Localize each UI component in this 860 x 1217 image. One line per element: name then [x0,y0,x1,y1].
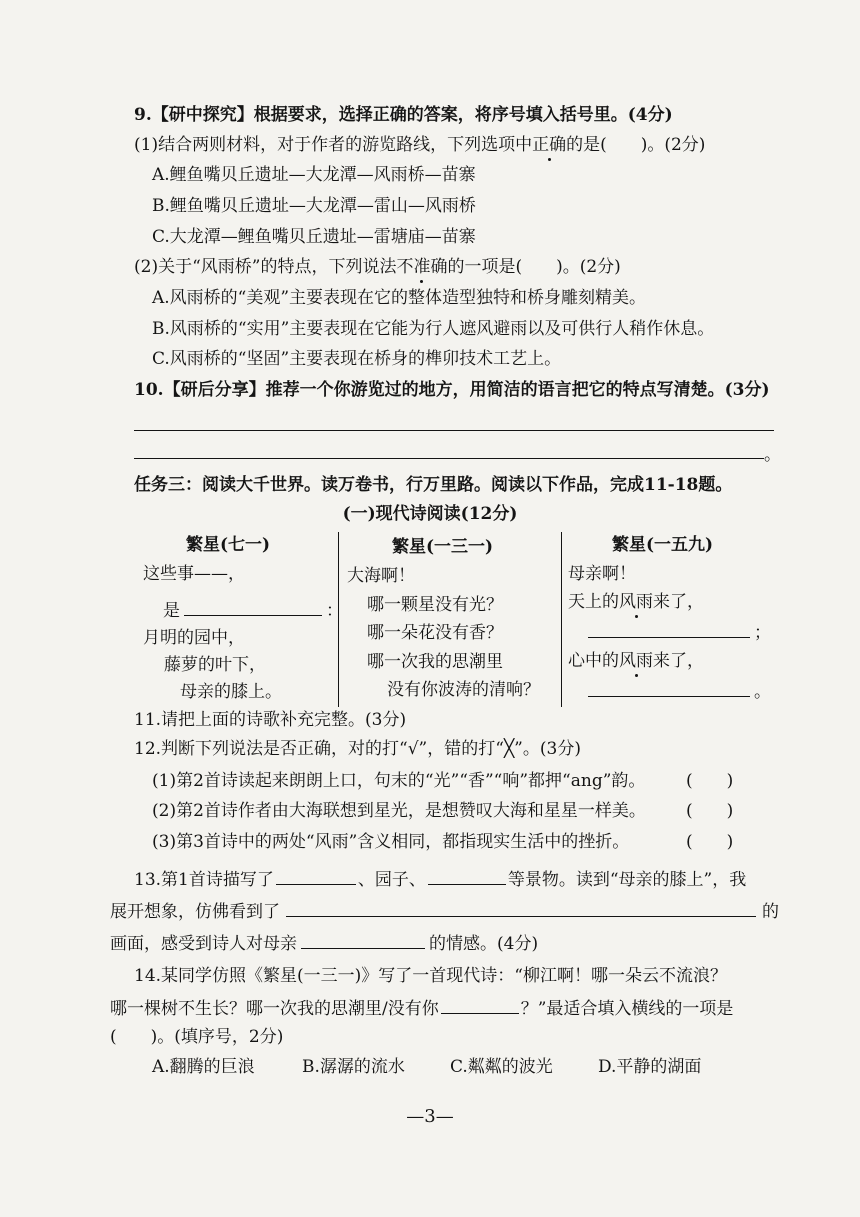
q12-title: 12.判断下列说法是否正确，对的打“√”，错的打“╳”。(3分) [134,739,581,759]
q10-title: 10.【研后分享】推荐一个你游览过的地方，用简洁的语言把它的特点写清楚。(3分) [134,380,770,400]
task3-title: 任务三：阅读大千世界。读万卷书，行万里路。阅读以下作品，完成11-18题。 [134,475,733,495]
poem3-blank-2[interactable] [588,679,750,697]
q14-line-2-a: 哪一棵树不生长？哪一次我的思潮里/没有你 [110,999,439,1019]
q9-sub2-pre: (2)关于“风雨桥”的特点，下列说法 [134,257,397,277]
poem1-line-3: 月明的园中， [143,628,245,648]
poem2-line-2: 哪一颗星没有光？ [367,595,503,615]
poem1-line-2-text: 是 [163,601,180,621]
q12-item-2-paren[interactable]: ( ) [686,801,734,821]
poem3-dotted-1: 风雨 [619,592,653,612]
section-title: (一)现代诗阅读(12分) [342,504,518,524]
q13-line-1-a: 13.第1首诗描写了 [134,870,274,890]
q9-sub2-post: 的一项是( )。(2分) [447,257,621,277]
q9-sub1-post: 的是( )。(2分) [566,135,706,155]
q10-end-mark: 。 [764,445,781,465]
poem2-line-4: 哪一次我的思潮里 [367,652,503,672]
q9-sub1-dotted: 正确 [532,135,567,155]
q13-line-1-b: 、园子、 [357,870,426,890]
poem3-line-2 [568,591,704,613]
poem3-line-4 [568,650,704,672]
q9-sub1-option-c: C.大龙潭—鲤鱼嘴贝丘遗址—雷塘庙—苗寨 [152,227,476,247]
q9-title: 9.【研中探究】根据要求，选择正确的答案，将序号填入括号里。(4分) [134,105,673,125]
poem1-title: 繁星(七一) [186,535,271,555]
q13-line-1 [134,867,746,891]
q14-line-3: ( )。(填序号，2分) [110,1027,284,1047]
q12-item-3-paren[interactable]: ( ) [686,832,734,852]
q9-sub1-stem [134,134,705,156]
q13-line-2-b: 的 [762,902,779,922]
q10-answer-line-2[interactable] [134,458,764,459]
q12-item-2: (2)第2首诗作者由大海联想到星光，是想赞叹大海和星星一样美。 [152,801,646,821]
poem1-line-4: 藤萝的叶下， [164,655,266,675]
poem3-line-4-a: 心中的 [568,651,619,671]
poem3-line-3-punct: ； [754,623,771,643]
q14-option-b: B.潺潺的流水 [302,1057,405,1077]
poem3-blank-1[interactable] [588,620,750,638]
poem1-line-2 [163,598,343,622]
poem3-dotted-2: 风雨 [619,651,653,671]
q13-blank-3[interactable] [286,899,756,917]
q11-title: 11.请把上面的诗歌补充完整。(3分) [134,710,407,730]
q14-option-c: C.粼粼的波光 [450,1057,553,1077]
poem3-title: 繁星(一五九) [612,535,714,555]
q13-blank-4[interactable] [301,931,425,949]
q9-sub2-dotted: 不准确 [396,257,448,277]
poem2-line-3: 哪一朵花没有香？ [367,623,503,643]
q12-item-3: (3)第3首诗中的两处“风雨”含义相同，都指现实生活中的挫折。 [152,832,630,852]
q9-sub2-option-c: C.风雨桥的“坚固”主要表现在桥身的榫卯技术工艺上。 [152,349,562,369]
poem3-line-5 [588,679,771,703]
q9-sub1-pre: (1)结合两则材料，对于作者的游览路线，下列选项中 [134,135,533,155]
q9-sub1-option-b: B.鲤鱼嘴贝丘遗址—大龙潭—雷山—风雨桥 [152,196,476,216]
q12-item-1-paren[interactable]: ( ) [686,771,734,791]
q12-item-1: (1)第2首诗读起来朗朗上口，句末的“光”“香”“响”都押“ang”韵。 [152,771,646,791]
q13-line-2 [110,899,779,923]
q13-line-3-a: 画面，感受到诗人对母亲 [110,934,297,954]
poem1-line-2-colon: ： [326,601,343,621]
q13-line-3 [110,931,538,955]
poem1-blank[interactable] [184,598,322,616]
poem3-line-5-punct: 。 [754,682,771,702]
poem3-line-3 [588,620,771,644]
poem-divider-2 [561,532,562,707]
q14-line-2 [110,996,733,1020]
poem2-line-5: 没有你波涛的清响？ [387,680,540,700]
q10-answer-line-1[interactable] [134,430,774,431]
q14-blank[interactable] [441,996,519,1014]
poem2-title: 繁星(一三一) [392,537,494,557]
q9-sub2-stem [134,256,621,278]
poem1-line-1: 这些事——， [143,564,245,584]
q9-sub2-option-a: A.风雨桥的“美观”主要表现在它的整体造型独特和桥身雕刻精美。 [152,288,647,308]
poem3-line-1: 母亲啊！ [568,564,636,584]
q13-blank-2[interactable] [428,867,506,885]
q13-line-1-c: 等景物。读到“母亲的膝上”，我 [507,870,747,890]
poem1-line-5: 母亲的膝上。 [180,682,282,702]
q14-line-2-b: ？”最适合填入横线的一项是 [520,999,734,1019]
q13-blank-1[interactable] [276,867,356,885]
poem3-line-2-b: 来了， [653,592,704,612]
page-number: —3— [406,1106,454,1127]
q13-line-3-b: 的情感。(4分) [429,934,539,954]
q14-line-1: 14.某同学仿照《繁星(一三一)》写了一首现代诗：“柳江啊！哪一朵云不流浪？ [134,966,727,986]
q9-sub2-option-b: B.风雨桥的“实用”主要表现在它能为行人遮风避雨以及可供行人稍作休息。 [152,319,715,339]
q14-option-d: D.平静的湖面 [598,1057,702,1077]
poem2-line-1: 大海啊！ [347,566,415,586]
poem3-line-4-b: 来了， [653,651,704,671]
q13-line-2-a: 展开想象，仿佛看到了 [110,902,280,922]
q9-sub1-option-a: A.鲤鱼嘴贝丘遗址—大龙潭—风雨桥—苗寨 [152,165,476,185]
poem3-line-2-a: 天上的 [568,592,619,612]
q14-option-a: A.翻腾的巨浪 [152,1057,255,1077]
